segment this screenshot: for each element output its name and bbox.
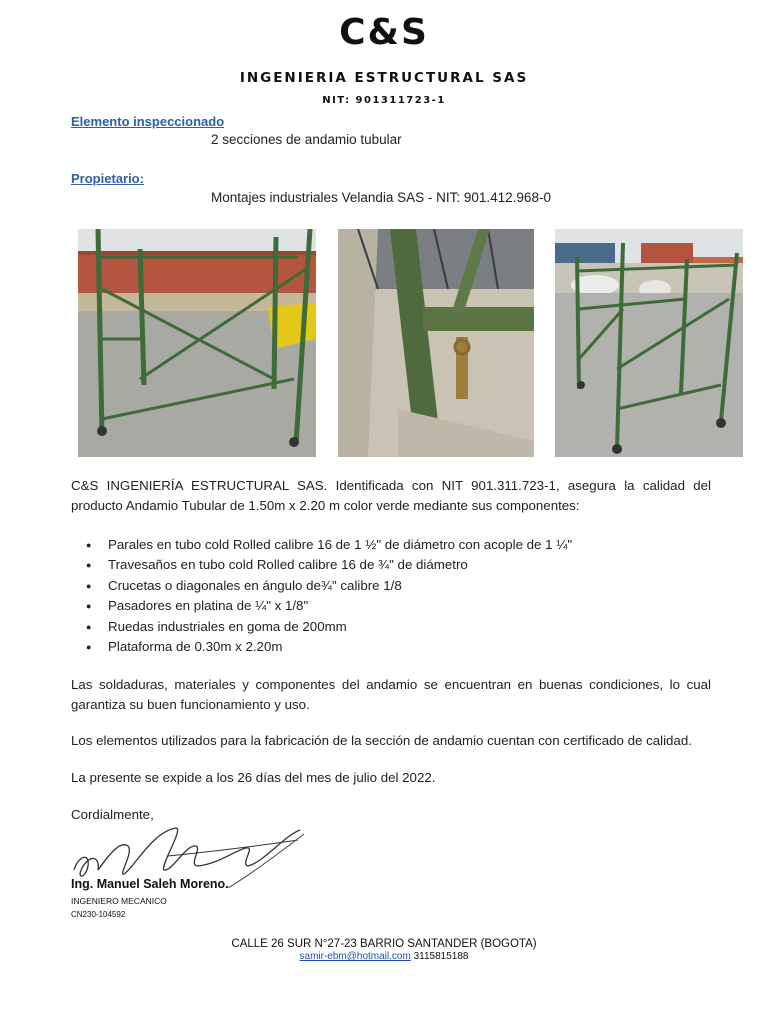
signer-role: INGENIERO MECANICO	[71, 896, 167, 906]
owner-value: Montajes industriales Velandia SAS - NIT: 901.412.968-0	[211, 190, 551, 205]
company-logo: C&S	[339, 12, 429, 53]
list-item: ● Parales en tubo cold Rolled calibre 16 de 1 ½" de diámetro con acople de 1 ¼"	[86, 535, 572, 555]
inspected-element-label: Elemento inspeccionado	[71, 114, 225, 129]
footer-address: CALLE 26 SUR N°27-23 BARRIO SANTANDER (BOGOTA)	[231, 938, 537, 950]
footer-phone: 3115815188	[413, 951, 469, 962]
footer-contact	[0, 951, 768, 962]
list-item: ● Crucetas o diagonales en ángulo de¾" calibre 1/8	[86, 576, 572, 596]
inspected-element-value: 2 secciones de andamio tubular	[211, 132, 402, 147]
list-item: ● Plataforma de 0.30m x 2.20m	[86, 637, 572, 657]
signer-license: CN230-104592	[71, 910, 126, 919]
company-nit: NIT: 901311723-1	[322, 95, 446, 106]
list-item: ● Pasadores en platina de ¼" x 1/8"	[86, 596, 572, 616]
scaffold-pin-closeup-photo	[338, 229, 534, 457]
scaffold-front-photo	[78, 229, 316, 457]
intro-paragraph: C&S INGENIERÍA ESTRUCTURAL SAS. Identificada con NIT 901.311.723-1, asegura la calidad del producto Andamio Tubular de 1.50m x 2.20 m color verde mediante sus componentes:	[71, 478, 711, 513]
signer-name: Ing. Manuel Saleh Moreno.	[71, 877, 229, 891]
owner-label: Propietario:	[71, 171, 144, 186]
issue-date-paragraph: La presente se expide a los 26 días del mes de julio del 2022.	[71, 770, 436, 785]
certificate-paragraph: Los elementos utilizados para la fabricación de la sección de andamio cuentan con certificado de calidad.	[71, 733, 692, 748]
closing-text: Cordialmente,	[71, 807, 154, 822]
list-item: ● Ruedas industriales en goma de 200mm	[86, 617, 572, 637]
condition-paragraph: Las soldaduras, materiales y componentes del andamio se encuentran en buenas condiciones, lo cual garantiza su buen funcionamiento y uso.	[71, 677, 711, 712]
list-item: ● Travesaños en tubo cold Rolled calibre 16 de ¾" de diámetro	[86, 555, 572, 575]
footer-email-link[interactable]: samir-ebm@hotmail.com	[299, 951, 411, 962]
components-list	[86, 535, 572, 657]
scaffold-wheel-photo	[555, 229, 743, 457]
company-name: INGENIERIA ESTRUCTURAL SAS	[239, 70, 529, 86]
